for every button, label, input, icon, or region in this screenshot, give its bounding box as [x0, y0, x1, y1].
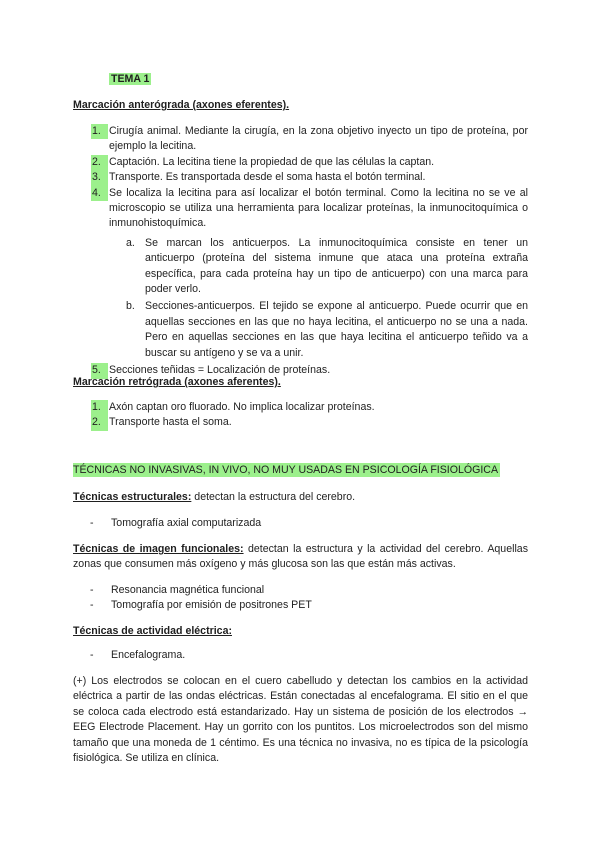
functional-list: [73, 583, 528, 614]
structural-desc: detectan la estructura del cerebro.: [191, 491, 356, 503]
list-text: Transporte hasta el soma.: [109, 416, 232, 429]
list-number: 1.: [91, 124, 108, 139]
electrical-paragraph: [73, 624, 528, 639]
functional-desc: detectan la estructura y la actividad del cerebro. Aquellas zonas que consumen más oxígeno y más glucosa son las que están más activas.: [73, 543, 528, 571]
list-item: [73, 186, 528, 232]
list-text: Se localiza la lecitina para así localizar el botón terminal. Como la lecitina no se ve al microscopio se utiliza una herramienta para localizar proteínas, la inmunocitoquímica o inmunohistoquímica.: [109, 186, 528, 230]
structural-paragraph: [73, 490, 528, 505]
list-item: [73, 415, 528, 430]
list-item: [73, 583, 528, 598]
noninvasive-heading: TÉCNICAS NO INVASIVAS, IN VIVO, NO MUY USADAS EN PSICOLOGÍA FISIOLÓGICA: [73, 464, 499, 476]
list-text: Resonancia magnética funcional: [111, 584, 265, 596]
structural-label: Técnicas estructurales:: [73, 491, 192, 503]
list-text: Captación. La lecitina tiene la propiedad de que las células la captan.: [109, 155, 435, 168]
retrograde-list: [73, 400, 528, 431]
list-text: Secciones teñidas = Localización de proteínas.: [109, 364, 331, 377]
functional-paragraph: [73, 542, 528, 573]
list-number: 2.: [91, 415, 108, 430]
sub-list-item: [73, 299, 528, 361]
structural-list: [73, 516, 528, 531]
sub-text: Secciones-anticuerpos. El tejido se expone al anticuerpo. Puede ocurrir que en aquellas secciones en las que no haya lecitina, el anticuerpo no se una a nada. Pero en aquellas secciones en las que haya lecitina el anticuerpo teñido va a buscar su antígeno y se va a unir.: [145, 300, 528, 359]
list-item: [73, 516, 528, 531]
list-number: 1.: [91, 400, 108, 415]
noninvasive-heading-block: [73, 463, 528, 478]
electrical-label: Técnicas de actividad eléctrica:: [73, 625, 232, 637]
dash-bullet: -: [90, 649, 94, 661]
list-item: [73, 400, 528, 415]
anterograde-list: [73, 124, 528, 379]
dash-bullet: -: [90, 599, 94, 612]
sub-letter: a.: [126, 236, 135, 249]
list-item: [73, 124, 528, 155]
dash-bullet: -: [90, 584, 94, 596]
list-number: 3.: [91, 170, 108, 185]
retrograde-heading-block: [73, 375, 528, 390]
list-text: Tomografía axial computarizada: [111, 517, 262, 529]
list-item: [73, 648, 528, 663]
anterograde-heading-block: [73, 98, 528, 113]
electrodes-paragraph: [73, 674, 528, 766]
list-number: 5.: [91, 363, 108, 378]
tema-title-block: [73, 72, 528, 87]
list-item: [73, 170, 528, 185]
list-number: 4.: [91, 186, 108, 201]
electrodes-text: (+) Los electrodos se colocan en el cuero cabelludo y detectan los cambios en la actividad eléctrica a partir de las ondas eléctricas. Están conectadas al encefalograma. El sitio en el que se coloca cada electrodo está estandarizado. Hay un sistema de posición de los electrodos → EEG Electrode Placement. Hay un gorrito con los puntitos. Los microelectrodos son del mismo tamaño que una moneda de 1 céntimo. Es una técnica no invasiva, no es típica de la psicología fisiológica. Se utiliza en clínica.: [73, 675, 528, 765]
list-text: Axón captan oro fluorado. No implica localizar proteínas.: [109, 401, 375, 413]
retrograde-heading: Marcación retrógrada (axones aferentes).: [73, 376, 281, 388]
tema-title: TEMA 1: [111, 73, 150, 85]
anterograde-heading: Marcación anterógrada (axones eferentes).: [73, 99, 290, 111]
list-text: Tomografía por emisión de positrones PET: [111, 599, 312, 612]
list-item: [73, 598, 528, 613]
list-text: Encefalograma.: [111, 649, 186, 661]
list-text: Cirugía animal. Mediante la cirugía, en la zona objetivo inyecto un tipo de proteína, por ejemplo la lecitina.: [109, 125, 528, 153]
sub-list-item: [73, 236, 528, 298]
electrical-list: [73, 648, 528, 663]
functional-label: Técnicas de imagen funcionales:: [73, 543, 244, 555]
list-item: [73, 155, 528, 170]
dash-bullet: -: [90, 517, 94, 529]
list-number: 2.: [91, 155, 108, 170]
list-text: Transporte. Es transportada desde el soma hasta el botón terminal.: [109, 171, 426, 184]
sub-letter: b.: [126, 300, 135, 313]
sub-text: Se marcan los anticuerpos. La inmunocitoquímica consiste en tener un anticuerpo (proteína del sistema inmune que ataca una proteína extraña específica, para cada proteína hay un tipo de anticuerpo) con una marca para poder verlo.: [145, 236, 528, 296]
